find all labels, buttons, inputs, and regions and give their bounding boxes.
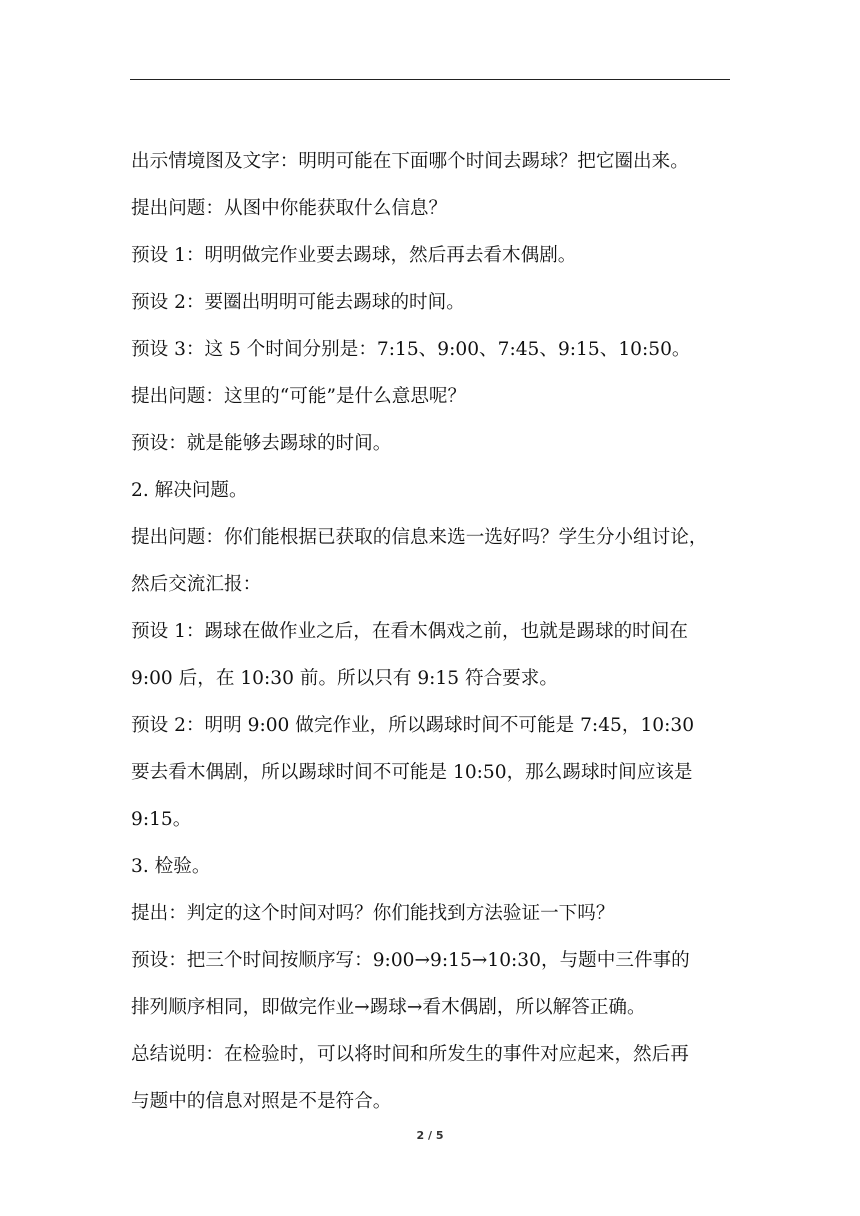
text-line: 然后交流汇报： bbox=[131, 574, 262, 595]
text-line: 总结说明：在检验时，可以将时间和所发生的事件对应起来，然后再 bbox=[131, 1044, 689, 1065]
section-heading: 2. 解决问题。 bbox=[131, 480, 248, 501]
section-heading: 3. 检验。 bbox=[131, 856, 211, 877]
text-line: 预设 2：明明 9:00 做完作业，所以踢球时间不可能是 7:45，10:30 bbox=[131, 715, 695, 736]
text-line: 预设 3：这 5 个时间分别是：7:15、9:00、7:45、9:15、10:50。 bbox=[131, 339, 691, 360]
text-line: 提出问题：你们能根据已获取的信息来选一选好吗？学生分小组讨论， bbox=[131, 527, 708, 548]
text-line: 预设 2：要圈出明明可能去踢球的时间。 bbox=[131, 292, 465, 313]
text-line: 预设 1：明明做完作业要去踢球，然后再去看木偶剧。 bbox=[131, 245, 577, 266]
text-line: 提出问题：从图中你能获取什么信息？ bbox=[131, 198, 448, 219]
text-line: 排列顺序相同，即做完作业→踢球→看木偶剧，所以解答正确。 bbox=[131, 997, 646, 1018]
text-line: 提出问题：这里的“可能”是什么意思呢？ bbox=[131, 386, 467, 407]
header-rule bbox=[130, 79, 730, 80]
text-line: 预设：把三个时间按顺序写：9:00→9:15→10:30，与题中三件事的 bbox=[131, 950, 690, 971]
text-line: 要去看木偶剧，所以踢球时间不可能是 10:50，那么踢球时间应该是 bbox=[131, 762, 693, 783]
text-line: 预设：就是能够去踢球的时间。 bbox=[131, 433, 392, 454]
text-line: 与题中的信息对照是不是符合。 bbox=[131, 1091, 392, 1112]
document-body bbox=[131, 138, 731, 1125]
text-line: 出示情境图及文字：明明可能在下面哪个时间去踢球？把它圈出来。 bbox=[131, 151, 689, 172]
text-line: 提出：判定的这个时间对吗？你们能找到方法验证一下吗？ bbox=[131, 903, 615, 924]
page-number: 2 / 5 bbox=[416, 1129, 444, 1142]
text-line: 9:00 后，在 10:30 前。所以只有 9:15 符合要求。 bbox=[131, 668, 558, 689]
text-line: 9:15。 bbox=[131, 809, 192, 830]
text-line: 预设 1：踢球在做作业之后，在看木偶戏之前，也就是踢球的时间在 bbox=[131, 621, 688, 642]
